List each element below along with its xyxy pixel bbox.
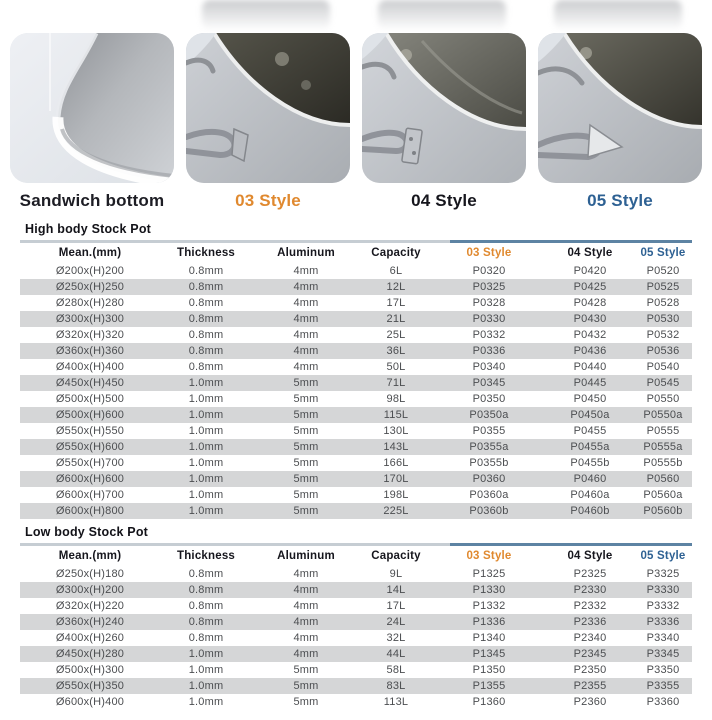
table-cell: P0425: [573, 281, 607, 293]
table-row: [20, 678, 692, 694]
table-cell: 98L: [386, 393, 406, 405]
table-cell: P0560a: [643, 489, 683, 501]
table-cell: 1.0mm: [188, 409, 224, 421]
column-header: 05 Style: [640, 247, 686, 259]
table-cell: P0520: [646, 265, 680, 277]
table-cell: 0.8mm: [188, 568, 224, 580]
table-cell: 4mm: [293, 281, 319, 293]
table-cell: Ø500x(H)600: [55, 409, 125, 421]
table-row: [20, 614, 692, 630]
rule-right-segment: [450, 240, 692, 243]
table-cell: P1350: [472, 664, 506, 676]
table-row: [20, 359, 692, 375]
table-cell: 1.0mm: [188, 648, 224, 660]
table-cell: 0.8mm: [188, 281, 224, 293]
table-cell: Ø600x(H)400: [55, 696, 125, 708]
column-header: Aluminum: [277, 247, 335, 259]
table-cell: Ø250x(H)250: [55, 281, 125, 293]
table-cell: P0340: [472, 361, 506, 373]
table-cell: 17L: [386, 297, 406, 309]
table-cell: Ø550x(H)550: [55, 425, 125, 437]
table-cell: P0430: [573, 313, 607, 325]
table-cell: P0332: [472, 329, 506, 341]
table-row: [20, 295, 692, 311]
table-row: [20, 343, 692, 359]
photo-bleed: [202, 0, 330, 30]
style-03-pot-photo-icon: [186, 33, 350, 183]
table-cell: P0355: [472, 425, 506, 437]
table-top-rule: [20, 543, 692, 546]
table-cell: P1330: [472, 584, 506, 596]
table-cell: P0360a: [469, 489, 509, 501]
table-cell: 5mm: [293, 457, 319, 469]
table-cell: 71L: [386, 377, 406, 389]
table-cell: P2325: [573, 568, 607, 580]
table-cell: 4mm: [293, 265, 319, 277]
table-cell: Ø500x(H)300: [55, 664, 125, 676]
table-cell: P0350a: [469, 409, 509, 421]
style-05-photo: [538, 33, 702, 183]
table-row: [20, 263, 692, 279]
table-cell: 5mm: [293, 393, 319, 405]
table-cell: 0.8mm: [188, 297, 224, 309]
table-cell: P0555a: [643, 441, 683, 453]
table-cell: P0460: [573, 473, 607, 485]
caption-05-style: 05 Style: [587, 191, 653, 210]
table-cell: 5mm: [293, 696, 319, 708]
table-cell: 4mm: [293, 297, 319, 309]
caption-sandwich-bottom: Sandwich bottom: [19, 191, 165, 210]
table-cell: 143L: [383, 441, 409, 453]
table-cell: 6L: [389, 265, 403, 277]
table-cell: 14L: [386, 584, 406, 596]
table-cell: Ø600x(H)700: [55, 489, 125, 501]
table-cell: 58L: [386, 664, 406, 676]
table-cell: P0545: [646, 377, 680, 389]
style-05-pot-photo-icon: [538, 33, 702, 183]
table-row: [20, 311, 692, 327]
table-cell: P0350: [472, 393, 506, 405]
table-cell: Ø450x(H)280: [55, 648, 125, 660]
high-body-table-section: [20, 222, 692, 519]
low-body-table-title: Low body Stock Pot: [25, 525, 149, 539]
table-cell: 4mm: [293, 632, 319, 644]
rule-left-segment: [20, 240, 450, 243]
table-cell: P0540: [646, 361, 680, 373]
table-cell: 5mm: [293, 505, 319, 517]
table-row: [20, 423, 692, 439]
column-header: 04 Style: [567, 247, 613, 259]
table-row: [20, 407, 692, 423]
product-photo-strip: [10, 33, 702, 183]
table-cell: P1345: [472, 648, 506, 660]
table-cell: 1.0mm: [188, 425, 224, 437]
table-cell: P1336: [472, 616, 506, 628]
table-cell: P0450: [573, 393, 607, 405]
table-cell: 9L: [389, 568, 403, 580]
table-cell: Ø360x(H)240: [55, 616, 125, 628]
table-cell: 44L: [386, 648, 406, 660]
style-03-photo: [186, 33, 350, 183]
column-header: Aluminum: [277, 550, 335, 562]
table-cell: P0330: [472, 313, 506, 325]
table-cell: P2332: [573, 600, 607, 612]
table-cell: P2360: [573, 696, 607, 708]
table-row: [20, 375, 692, 391]
table-cell: Ø300x(H)300: [55, 313, 125, 325]
table-cell: P0532: [646, 329, 680, 341]
table-cell: 4mm: [293, 345, 319, 357]
table-cell: 0.8mm: [188, 584, 224, 596]
table-cell: 32L: [386, 632, 406, 644]
table-cell: 5mm: [293, 377, 319, 389]
table-cell: P0525: [646, 281, 680, 293]
table-cell: P1340: [472, 632, 506, 644]
table-cell: 0.8mm: [188, 265, 224, 277]
table-cell: P3332: [646, 600, 680, 612]
table-row: [20, 279, 692, 295]
table-cell: P2355: [573, 680, 607, 692]
table-cell: P3330: [646, 584, 680, 596]
table-cell: P0455b: [570, 457, 610, 469]
table-row: [20, 487, 692, 503]
table-cell: 113L: [383, 696, 409, 708]
table-cell: Ø600x(H)600: [55, 473, 125, 485]
table-cell: P0360: [472, 473, 506, 485]
table-cell: 0.8mm: [188, 632, 224, 644]
table-cell: 0.8mm: [188, 345, 224, 357]
table-cell: 5mm: [293, 409, 319, 421]
table-cell: 5mm: [293, 664, 319, 676]
table-cell: P0355b: [469, 457, 509, 469]
table-cell: P2336: [573, 616, 607, 628]
column-header: 03 Style: [466, 550, 512, 562]
table-cell: 1.0mm: [188, 505, 224, 517]
photo-bleed: [378, 0, 506, 30]
low-body-spec-table: [20, 546, 692, 710]
table-cell: P0436: [573, 345, 607, 357]
table-cell: Ø320x(H)320: [55, 329, 125, 341]
column-header: 03 Style: [466, 247, 512, 259]
table-cell: 25L: [386, 329, 406, 341]
table-cell: 5mm: [293, 441, 319, 453]
table-cell: P0440: [573, 361, 607, 373]
table-cell: P0528: [646, 297, 680, 309]
table-cell: P0455: [573, 425, 607, 437]
table-cell: P2330: [573, 584, 607, 596]
table-cell: P0530: [646, 313, 680, 325]
table-cell: Ø280x(H)280: [55, 297, 125, 309]
table-cell: P0320: [472, 265, 506, 277]
table-cell: P3345: [646, 648, 680, 660]
table-cell: 5mm: [293, 489, 319, 501]
table-cell: 1.0mm: [188, 489, 224, 501]
table-cell: 1.0mm: [188, 664, 224, 676]
caption-03-style: 03 Style: [235, 191, 301, 210]
table-cell: P1360: [472, 696, 506, 708]
table-cell: P2340: [573, 632, 607, 644]
table-cell: Ø550x(H)600: [55, 441, 125, 453]
table-cell: 1.0mm: [188, 473, 224, 485]
table-header-row: [20, 243, 692, 263]
table-row: [20, 646, 692, 662]
table-cell: P3325: [646, 568, 680, 580]
table-cell: P0355a: [469, 441, 509, 453]
table-cell: 17L: [386, 600, 406, 612]
table-cell: 5mm: [293, 473, 319, 485]
column-header: Capacity: [371, 247, 421, 259]
table-cell: 0.8mm: [188, 313, 224, 325]
table-cell: 1.0mm: [188, 441, 224, 453]
table-cell: Ø550x(H)700: [55, 457, 125, 469]
table-row: [20, 598, 692, 614]
table-row: [20, 503, 692, 519]
table-cell: P3355: [646, 680, 680, 692]
table-cell: 12L: [386, 281, 406, 293]
table-cell: Ø600x(H)800: [55, 505, 125, 517]
table-cell: 83L: [386, 680, 406, 692]
table-cell: 115L: [383, 409, 409, 421]
table-cell: 0.8mm: [188, 616, 224, 628]
table-cell: P0455a: [570, 441, 610, 453]
table-cell: 4mm: [293, 329, 319, 341]
column-header: Thickness: [176, 247, 236, 259]
table-cell: P0550: [646, 393, 680, 405]
table-cell: 36L: [386, 345, 406, 357]
table-cell: 4mm: [293, 361, 319, 373]
table-row: [20, 471, 692, 487]
table-cell: P3350: [646, 664, 680, 676]
table-cell: P0328: [472, 297, 506, 309]
table-cell: P3340: [646, 632, 680, 644]
table-cell: P0432: [573, 329, 607, 341]
table-cell: 1.0mm: [188, 393, 224, 405]
high-body-table-title: High body Stock Pot: [25, 222, 152, 236]
table-cell: Ø450x(H)450: [55, 377, 125, 389]
table-row: [20, 455, 692, 471]
table-row: [20, 694, 692, 710]
table-row: [20, 439, 692, 455]
table-cell: 5mm: [293, 425, 319, 437]
photo-caption-row: [10, 188, 702, 214]
table-cell: 4mm: [293, 584, 319, 596]
column-header: Mean.(mm): [58, 247, 122, 259]
table-cell: Ø500x(H)500: [55, 393, 125, 405]
table-cell: P0555b: [643, 457, 683, 469]
table-row: [20, 662, 692, 678]
table-row: [20, 566, 692, 582]
table-cell: P1355: [472, 680, 506, 692]
table-cell: 4mm: [293, 600, 319, 612]
table-cell: P0420: [573, 265, 607, 277]
table-cell: P0450a: [570, 409, 610, 421]
table-cell: P1332: [472, 600, 506, 612]
table-cell: Ø400x(H)260: [55, 632, 125, 644]
table-cell: Ø200x(H)200: [55, 265, 125, 277]
table-cell: 1.0mm: [188, 680, 224, 692]
table-cell: 24L: [386, 616, 406, 628]
caption-04-style: 04 Style: [411, 191, 477, 210]
table-cell: P0428: [573, 297, 607, 309]
table-cell: 21L: [386, 313, 406, 325]
table-cell: P0445: [573, 377, 607, 389]
style-04-pot-photo-icon: [362, 33, 526, 183]
table-cell: 1.0mm: [188, 377, 224, 389]
table-cell: 0.8mm: [188, 329, 224, 341]
table-cell: P2350: [573, 664, 607, 676]
table-row: [20, 582, 692, 598]
table-cell: P0560b: [643, 505, 683, 517]
table-cell: 198L: [383, 489, 409, 501]
table-cell: 130L: [383, 425, 409, 437]
table-cell: Ø250x(H)180: [55, 568, 125, 580]
table-cell: P0460a: [570, 489, 610, 501]
table-row: [20, 391, 692, 407]
table-top-rule: [20, 240, 692, 243]
table-cell: 4mm: [293, 616, 319, 628]
table-cell: P0560: [646, 473, 680, 485]
table-cell: P3336: [646, 616, 680, 628]
sandwich-bottom-photo: [10, 33, 174, 183]
column-header: Capacity: [371, 550, 421, 562]
table-cell: Ø360x(H)360: [55, 345, 125, 357]
table-cell: P1325: [472, 568, 506, 580]
table-cell: 166L: [383, 457, 409, 469]
table-row: [20, 630, 692, 646]
table-cell: P0336: [472, 345, 506, 357]
low-body-table-section: [20, 525, 692, 710]
table-cell: 4mm: [293, 568, 319, 580]
table-cell: Ø320x(H)220: [55, 600, 125, 612]
table-cell: 4mm: [293, 648, 319, 660]
sandwich-bottom-pot-photo-icon: [10, 33, 174, 183]
table-cell: Ø550x(H)350: [55, 680, 125, 692]
table-cell: 50L: [386, 361, 406, 373]
table-cell: 225L: [383, 505, 409, 517]
table-cell: P0460b: [570, 505, 610, 517]
table-cell: P0325: [472, 281, 506, 293]
table-cell: P0536: [646, 345, 680, 357]
table-row: [20, 327, 692, 343]
rule-left-segment: [20, 543, 450, 546]
table-cell: Ø400x(H)400: [55, 361, 125, 373]
table-cell: 0.8mm: [188, 600, 224, 612]
column-header: Thickness: [176, 550, 236, 562]
column-header: 05 Style: [640, 550, 686, 562]
table-cell: P3360: [646, 696, 680, 708]
table-cell: 170L: [383, 473, 409, 485]
table-cell: 0.8mm: [188, 361, 224, 373]
table-cell: P2345: [573, 648, 607, 660]
table-cell: 4mm: [293, 313, 319, 325]
photo-bleed: [554, 0, 682, 30]
high-body-spec-table: [20, 243, 692, 519]
table-cell: P0550a: [643, 409, 683, 421]
table-cell: P0360b: [469, 505, 509, 517]
rule-right-segment: [450, 543, 692, 546]
table-header-row: [20, 546, 692, 566]
table-cell: 1.0mm: [188, 696, 224, 708]
column-header: 04 Style: [567, 550, 613, 562]
table-cell: P0555: [646, 425, 680, 437]
table-cell: Ø300x(H)200: [55, 584, 125, 596]
column-header: Mean.(mm): [58, 550, 122, 562]
table-cell: 5mm: [293, 680, 319, 692]
table-cell: P0345: [472, 377, 506, 389]
style-04-photo: [362, 33, 526, 183]
table-cell: 1.0mm: [188, 457, 224, 469]
